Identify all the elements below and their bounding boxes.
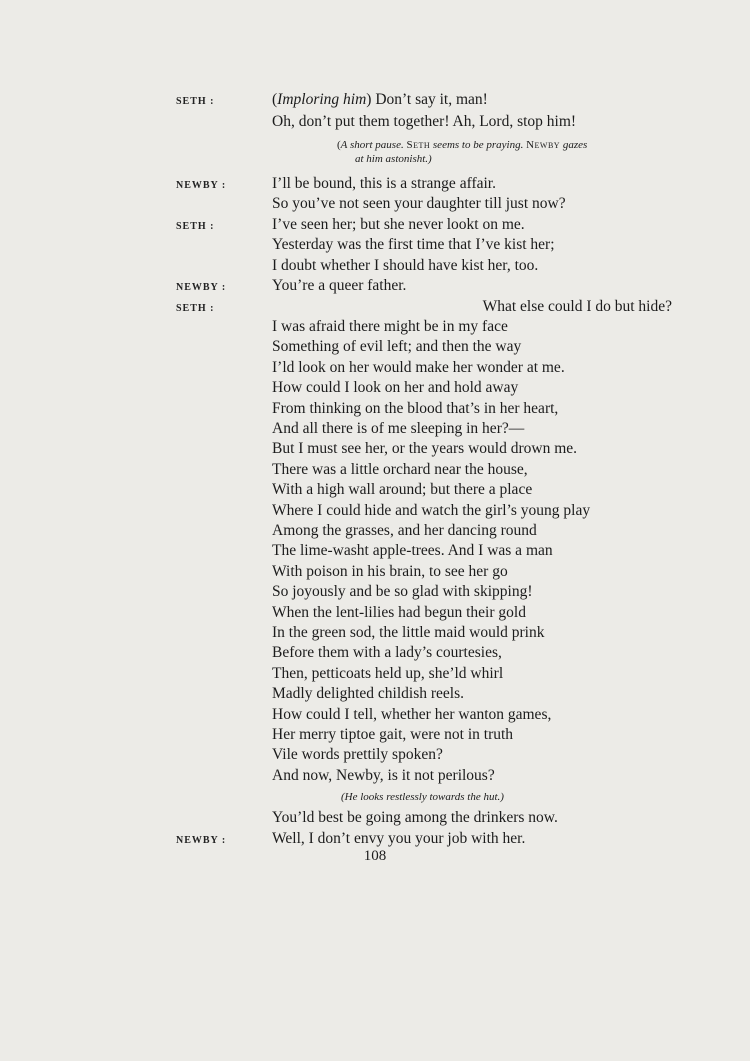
verse-line: There was a little orchard near the house, xyxy=(272,461,528,478)
stage-direction-inline: Imploring him xyxy=(277,91,367,108)
verse-line: Well, I don’t envy you your job with her. xyxy=(272,830,526,847)
verse-line: So you’ve not seen your daughter till just now? xyxy=(272,195,566,212)
verse-line: Madly delighted childish reels. xyxy=(272,685,464,702)
verse-line: Her merry tiptoe gait, were not in truth xyxy=(272,726,514,743)
stage-paren: ( xyxy=(337,139,341,151)
verse-line: And now, Newby, is it not perilous? xyxy=(272,767,495,784)
verse-line: How could I tell, whether her wanton games, xyxy=(272,706,552,723)
stage-direction: at him astonisht.) xyxy=(355,153,432,165)
stage-text: gazes xyxy=(562,139,588,151)
verse-line: And all there is of me sleeping in her?— xyxy=(272,420,525,437)
speaker-label: SETH : xyxy=(176,303,215,314)
stage-text: seems to be praying. xyxy=(432,139,524,151)
verse-line: With poison in his brain, to see her go xyxy=(272,563,508,580)
verse-line: Something of evil left; and then the way xyxy=(272,338,522,355)
verse-line: You’ld best be going among the drinkers now. xyxy=(272,809,558,826)
verse-line: What else could I do but hide? xyxy=(482,298,672,315)
verse-line: I’ve seen her; but she never lookt on me. xyxy=(272,216,525,233)
speaker-label: NEWBY : xyxy=(176,282,227,293)
verse-line: But I must see her, or the years would drown me. xyxy=(272,440,578,457)
verse-line: Yesterday was the first time that I’ve kist her; xyxy=(272,236,555,253)
verse-line: Before them with a lady’s courtesies, xyxy=(272,644,502,661)
verse-line: In the green sod, the little maid would prink xyxy=(272,624,545,641)
verse-line: The lime-washt apple-trees. And I was a man xyxy=(272,542,553,559)
speaker-label: NEWBY : xyxy=(176,180,227,191)
stage-paren: ( xyxy=(272,91,278,108)
verse-line: Oh, don’t put them together! Ah, Lord, stop him! xyxy=(272,113,577,130)
verse-line: From thinking on the blood that’s in her heart, xyxy=(272,400,559,417)
verse-line xyxy=(272,90,488,110)
verse-line: Where I could hide and watch the girl’s young play xyxy=(272,502,591,519)
stage-character-name: Seth xyxy=(406,139,431,151)
verse-line: I was afraid there might be in my face xyxy=(272,318,508,335)
verse-line: How could I look on her and hold away xyxy=(272,379,519,396)
speaker-label: SETH : xyxy=(176,96,215,107)
verse-line: Vile words prettily spoken? xyxy=(272,746,443,763)
verse-line: With a high wall around; but there a place xyxy=(272,481,533,498)
stage-text: A short pause. xyxy=(340,139,404,151)
stage-direction: (He looks restlessly towards the hut.) xyxy=(341,791,504,803)
verse-line: I’ld look on her would make her wonder at me. xyxy=(272,359,565,376)
verse-line: Among the grasses, and her dancing round xyxy=(272,522,537,539)
verse-line: So joyously and be so glad with skipping! xyxy=(272,583,533,600)
verse-line: You’re a queer father. xyxy=(272,277,407,294)
speaker-label: NEWBY : xyxy=(176,835,227,846)
verse-line: I doubt whether I should have kist her, too. xyxy=(272,257,539,274)
stage-direction xyxy=(337,139,587,152)
page-number: 108 xyxy=(363,848,387,864)
verse-line: I’ll be bound, this is a strange affair. xyxy=(272,175,496,192)
stage-character-name: Newby xyxy=(526,139,561,151)
verse-text: ) Don’t say it, man! xyxy=(366,91,488,108)
speaker-label: SETH : xyxy=(176,221,215,232)
verse-line: Then, petticoats held up, she’ld whirl xyxy=(272,665,504,682)
verse-line: When the lent-lilies had begun their gold xyxy=(272,604,526,621)
